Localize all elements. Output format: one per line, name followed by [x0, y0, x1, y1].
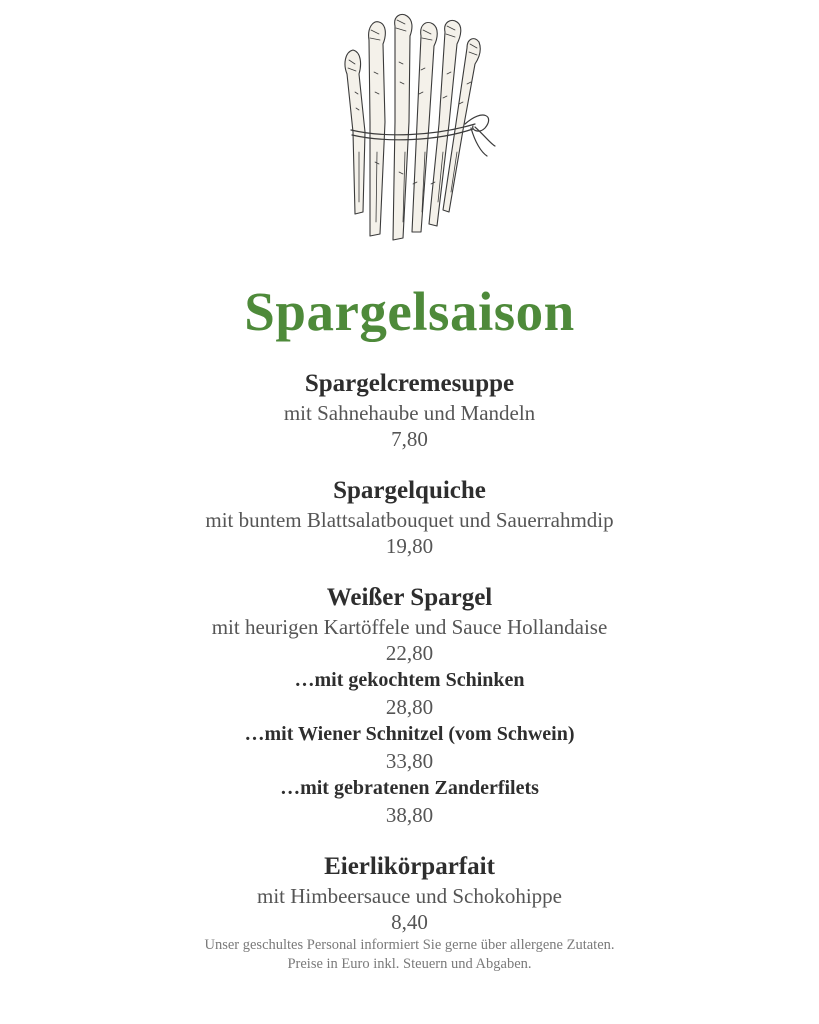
dish-price: 19,80: [385, 534, 434, 558]
dish-price: 7,80: [391, 427, 428, 451]
dish-item: [0, 582, 819, 829]
footer-line-prices: Preise in Euro inkl. Steuern und Abgaben.: [287, 956, 532, 972]
dish-name: Spargelquiche: [333, 477, 486, 504]
page-title: Spargelsaison: [244, 281, 575, 342]
menu-list: [0, 368, 819, 936]
allergen-notice: [0, 936, 819, 974]
dish-variant-price: 38,80: [385, 803, 434, 827]
dish-item: [0, 851, 819, 936]
dish-variant-name: …mit gekochtem Schinken: [294, 669, 525, 691]
asparagus-bundle-icon: [325, 12, 500, 252]
dish-variant-price: 28,80: [385, 695, 434, 719]
dish-description: mit Himbeersauce und Schokohippe: [256, 884, 562, 908]
dish-name: Eierlikörparfait: [324, 853, 495, 880]
dish-name: Spargelcremesuppe: [304, 370, 515, 397]
spacer: [0, 829, 819, 851]
dish-variant-price: 33,80: [385, 749, 434, 773]
spacer: [0, 453, 819, 475]
dish-description: mit Sahnehaube und Mandeln: [283, 401, 536, 425]
footer-line-allergens: Unser geschultes Personal informiert Sie gerne über allergene Zutaten.: [204, 937, 615, 953]
dish-price: 8,40: [391, 910, 428, 934]
dish-name: Weißer Spargel: [326, 584, 493, 611]
dish-variant-name: …mit gebratenen Zanderfilets: [280, 777, 539, 799]
dish-item: [0, 475, 819, 560]
spacer: [0, 560, 819, 582]
dish-item: [0, 368, 819, 453]
dish-price: 22,80: [385, 641, 434, 665]
dish-description: mit buntem Blattsalatbouquet und Sauerrahmdip: [205, 508, 614, 532]
dish-variant-name: …mit Wiener Schnitzel (vom Schwein): [244, 723, 575, 745]
dish-description: mit heurigen Kartöffele und Sauce Hollandaise: [211, 615, 608, 639]
